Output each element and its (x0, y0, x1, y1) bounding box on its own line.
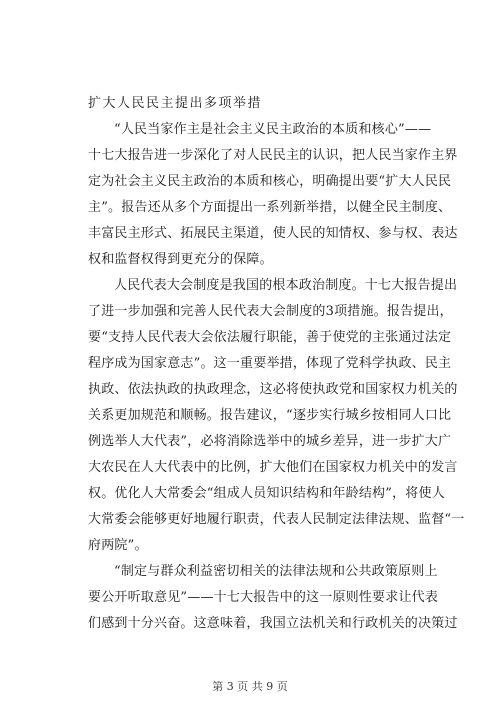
section-heading: 扩大人民民主提出多项举措 (88, 96, 263, 111)
paragraph-line: 们感到十分兴奋。这意味着，我国立法机关和行政机关的决策过 (88, 616, 458, 631)
paragraph-line: 丰富民主形式、拓展民主渠道，使人民的知情权、参与权、表达 (88, 226, 458, 241)
paragraph-line: “人民当家作主是社会主义民主政治的本质和核心”—— (114, 122, 432, 137)
paragraph-line: 程序成为国家意志”。这一重要举措，体现了党科学执政、民主 (88, 356, 452, 371)
paragraph-line: 权。优化人大常委会“组成人员知识结构和年龄结构”，将使人 (88, 486, 445, 501)
paragraph-line: 大常委会能够更好地履行职责，代表人民制定法律法规、监督“一 (88, 512, 465, 527)
paragraph-line: 了进一步加强和完善人民代表大会制度的3项措施。报告提出， (88, 304, 453, 319)
paragraph-line: 权和监督权得到更充分的保障。 (88, 252, 273, 267)
paragraph-line: 要“支持人民代表大会依法履行职能，善于使党的主张通过法定 (88, 330, 452, 345)
paragraph-line: 大农民在人大代表中的比例，扩大他们在国家权力机关中的发言 (88, 460, 458, 475)
paragraph-line: “制定与群众利益密切相关的法律法规和公共政策原则上 (114, 564, 438, 579)
paragraph-line: 要公开听取意见”——十七大报告中的这一原则性要求让代表 (88, 590, 439, 605)
paragraph-line: 例选举人大代表”，必将消除选举中的城乡差异，进一步扩大广 (88, 434, 452, 449)
paragraph-line: 府两院”。 (88, 538, 148, 553)
page-number-footer: 第 3 页 共 9 页 (212, 680, 288, 693)
paragraph-line: 定为社会主义民主政治的本质和核心，明确提出要“扩大人民民 (88, 174, 452, 189)
paragraph-line: 执政、依法执政的执政理念，这必将使执政党和国家权力机关的 (88, 382, 458, 397)
paragraph-line: 关系更加规范和顺畅。报告建议，“逐步实行城乡按相同人口比 (88, 408, 452, 423)
paragraph-line: 人民代表大会制度是我国的根本政治制度。十七大报告提出 (114, 278, 458, 293)
paragraph-line: 主”。报告还从多个方面提出一系列新举措，以健全民主制度、 (88, 200, 452, 215)
paragraph-line: 十七大报告进一步深化了对人民民主的认识，把人民当家作主界 (88, 148, 458, 163)
